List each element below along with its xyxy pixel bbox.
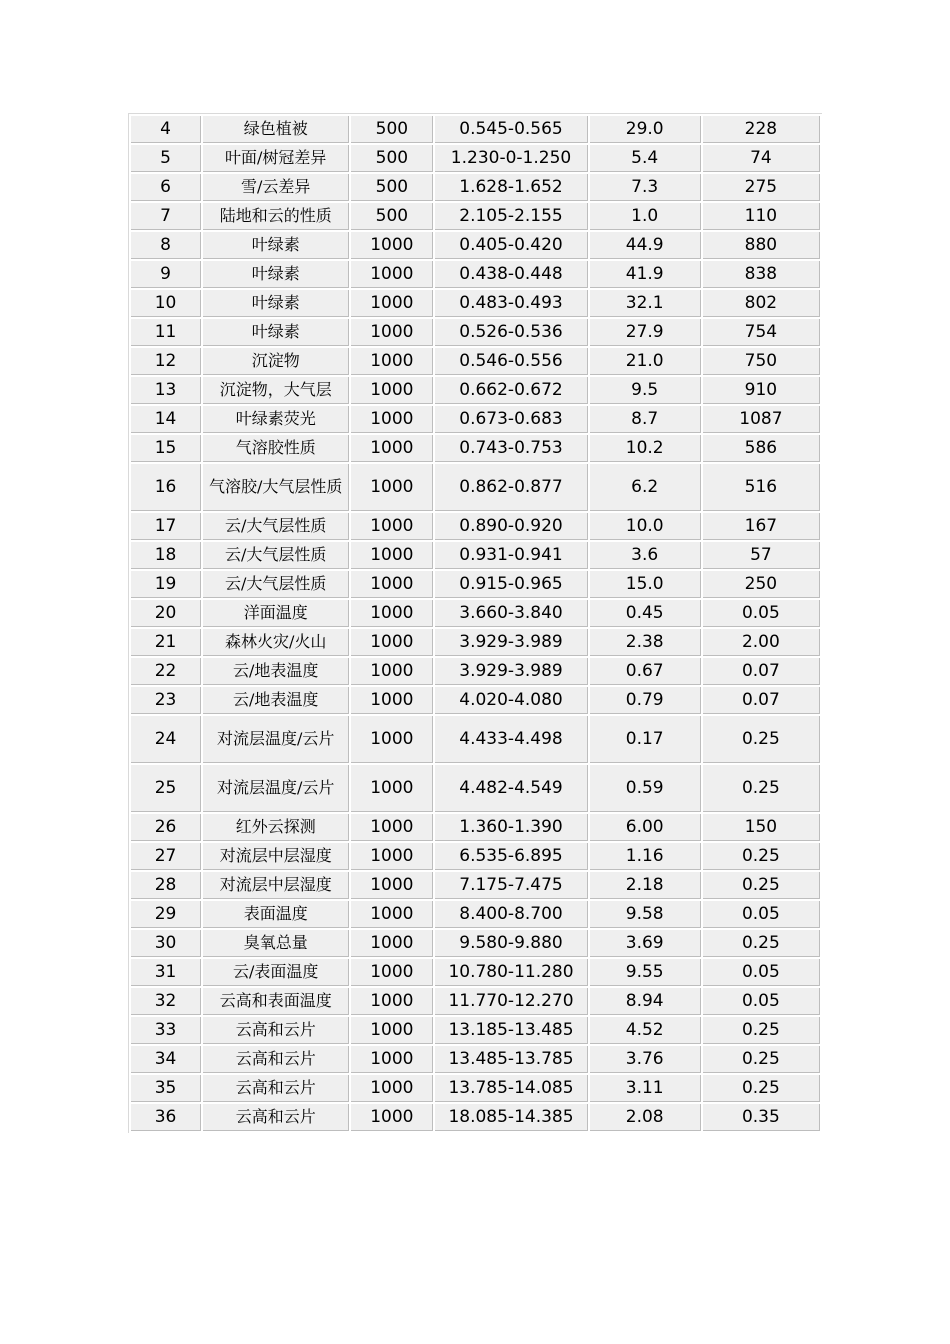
primary-use-cell: 洋面温度 [203,600,349,627]
table-row [131,1075,820,1102]
snr-cell: 167 [703,513,820,540]
spectral-radiance-cell: 3.6 [590,542,701,569]
bandwidth-cell: 7.175-7.475 [435,872,587,899]
band-number-cell: 11 [131,319,201,346]
resolution-cell: 1000 [351,716,433,763]
table-row [131,930,820,957]
band-number-cell: 31 [131,959,201,986]
primary-use-cell: 云/表面温度 [203,959,349,986]
primary-use-cell: 云高和云片 [203,1017,349,1044]
snr-cell: 838 [703,261,820,288]
table-row [131,716,820,763]
resolution-cell: 1000 [351,232,433,259]
table-row [131,629,820,656]
bandwidth-cell: 0.405-0.420 [435,232,587,259]
bandwidth-cell: 1.628-1.652 [435,174,587,201]
primary-use-cell: 表面温度 [203,901,349,928]
primary-use-cell: 森林火灾/火山 [203,629,349,656]
band-number-cell: 21 [131,629,201,656]
primary-use-cell: 云/大气层性质 [203,513,349,540]
primary-use-cell: 云高和表面温度 [203,988,349,1015]
snr-cell: 750 [703,348,820,375]
primary-use-cell: 云/地表温度 [203,658,349,685]
bandwidth-cell: 0.438-0.448 [435,261,587,288]
bandwidth-cell: 3.660-3.840 [435,600,587,627]
resolution-cell: 1000 [351,901,433,928]
resolution-cell: 1000 [351,464,433,511]
table-row [131,687,820,714]
resolution-cell: 1000 [351,1017,433,1044]
band-number-cell: 30 [131,930,201,957]
bandwidth-cell: 2.105-2.155 [435,203,587,230]
bandwidth-cell: 0.673-0.683 [435,406,587,433]
spectral-radiance-cell: 4.52 [590,1017,701,1044]
primary-use-cell: 云/大气层性质 [203,571,349,598]
band-number-cell: 32 [131,988,201,1015]
spectral-radiance-cell: 2.18 [590,872,701,899]
snr-cell: 0.25 [703,930,820,957]
bandwidth-cell: 4.482-4.549 [435,765,587,812]
primary-use-cell: 叶面/树冠差异 [203,145,349,172]
table-row [131,261,820,288]
spectral-radiance-cell: 5.4 [590,145,701,172]
table-row [131,658,820,685]
table-row [131,1046,820,1073]
band-number-cell: 9 [131,261,201,288]
snr-cell: 110 [703,203,820,230]
primary-use-cell: 云/地表温度 [203,687,349,714]
table-row [131,988,820,1015]
table-row [131,290,820,317]
band-number-cell: 27 [131,843,201,870]
band-number-cell: 14 [131,406,201,433]
resolution-cell: 1000 [351,348,433,375]
bandwidth-cell: 9.580-9.880 [435,930,587,957]
table-row [131,232,820,259]
snr-cell: 910 [703,377,820,404]
resolution-cell: 1000 [351,843,433,870]
band-number-cell: 26 [131,814,201,841]
bandwidth-cell: 6.535-6.895 [435,843,587,870]
band-number-cell: 22 [131,658,201,685]
spectral-radiance-cell: 0.45 [590,600,701,627]
spectral-radiance-cell: 41.9 [590,261,701,288]
bandwidth-cell: 1.360-1.390 [435,814,587,841]
band-number-cell: 34 [131,1046,201,1073]
primary-use-cell: 陆地和云的性质 [203,203,349,230]
table-row [131,406,820,433]
spectral-radiance-cell: 29.0 [590,116,701,143]
snr-cell: 57 [703,542,820,569]
spectral-radiance-cell: 10.2 [590,435,701,462]
resolution-cell: 1000 [351,814,433,841]
primary-use-cell: 对流层中层湿度 [203,843,349,870]
modis-band-table [128,113,822,1133]
primary-use-cell: 对流层温度/云片 [203,716,349,763]
resolution-cell: 1000 [351,513,433,540]
band-number-cell: 20 [131,600,201,627]
spectral-radiance-cell: 1.16 [590,843,701,870]
snr-cell: 0.25 [703,716,820,763]
table-row [131,513,820,540]
snr-cell: 0.25 [703,843,820,870]
table-row [131,377,820,404]
spectral-radiance-cell: 32.1 [590,290,701,317]
resolution-cell: 1000 [351,600,433,627]
table-row [131,203,820,230]
snr-cell: 74 [703,145,820,172]
table-row [131,571,820,598]
primary-use-cell: 雪/云差异 [203,174,349,201]
snr-cell: 0.25 [703,872,820,899]
resolution-cell: 1000 [351,930,433,957]
band-number-cell: 28 [131,872,201,899]
resolution-cell: 1000 [351,542,433,569]
snr-cell: 0.05 [703,959,820,986]
resolution-cell: 1000 [351,571,433,598]
snr-cell: 228 [703,116,820,143]
snr-cell: 586 [703,435,820,462]
resolution-cell: 1000 [351,435,433,462]
spectral-radiance-cell: 3.69 [590,930,701,957]
primary-use-cell: 对流层温度/云片 [203,765,349,812]
band-number-cell: 35 [131,1075,201,1102]
spectral-radiance-cell: 9.5 [590,377,701,404]
bandwidth-cell: 0.931-0.941 [435,542,587,569]
spectral-radiance-cell: 8.7 [590,406,701,433]
table-row [131,319,820,346]
spectral-radiance-cell: 0.79 [590,687,701,714]
spectral-radiance-cell: 8.94 [590,988,701,1015]
table-row [131,1017,820,1044]
band-number-cell: 23 [131,687,201,714]
snr-cell: 2.00 [703,629,820,656]
snr-cell: 0.35 [703,1104,820,1131]
resolution-cell: 1000 [351,687,433,714]
table-row [131,145,820,172]
spectral-radiance-cell: 9.55 [590,959,701,986]
resolution-cell: 1000 [351,319,433,346]
resolution-cell: 1000 [351,959,433,986]
bandwidth-cell: 3.929-3.989 [435,629,587,656]
spectral-radiance-cell: 2.08 [590,1104,701,1131]
resolution-cell: 500 [351,145,433,172]
spectral-radiance-cell: 7.3 [590,174,701,201]
resolution-cell: 1000 [351,290,433,317]
snr-cell: 0.05 [703,600,820,627]
band-number-cell: 8 [131,232,201,259]
table-row [131,1104,820,1131]
band-number-cell: 29 [131,901,201,928]
bandwidth-cell: 11.770-12.270 [435,988,587,1015]
spectral-radiance-cell: 0.67 [590,658,701,685]
primary-use-cell: 云高和云片 [203,1046,349,1073]
band-number-cell: 6 [131,174,201,201]
snr-cell: 0.25 [703,1017,820,1044]
snr-cell: 0.05 [703,901,820,928]
bandwidth-cell: 4.020-4.080 [435,687,587,714]
bandwidth-cell: 13.185-13.485 [435,1017,587,1044]
primary-use-cell: 叶绿素 [203,290,349,317]
primary-use-cell: 叶绿素 [203,261,349,288]
bandwidth-cell: 8.400-8.700 [435,901,587,928]
snr-cell: 0.25 [703,1046,820,1073]
resolution-cell: 1000 [351,765,433,812]
bandwidth-cell: 0.526-0.536 [435,319,587,346]
primary-use-cell: 叶绿素荧光 [203,406,349,433]
resolution-cell: 1000 [351,1046,433,1073]
bandwidth-cell: 0.483-0.493 [435,290,587,317]
primary-use-cell: 对流层中层湿度 [203,872,349,899]
spectral-radiance-cell: 21.0 [590,348,701,375]
table-row [131,843,820,870]
spectral-radiance-cell: 2.38 [590,629,701,656]
bandwidth-cell: 18.085-14.385 [435,1104,587,1131]
band-number-cell: 17 [131,513,201,540]
snr-cell: 0.25 [703,765,820,812]
resolution-cell: 1000 [351,1104,433,1131]
band-number-cell: 12 [131,348,201,375]
primary-use-cell: 云高和云片 [203,1075,349,1102]
primary-use-cell: 绿色植被 [203,116,349,143]
snr-cell: 0.07 [703,687,820,714]
spectral-radiance-cell: 10.0 [590,513,701,540]
band-number-cell: 24 [131,716,201,763]
snr-cell: 880 [703,232,820,259]
spectral-radiance-cell: 27.9 [590,319,701,346]
band-number-cell: 33 [131,1017,201,1044]
band-number-cell: 4 [131,116,201,143]
band-number-cell: 10 [131,290,201,317]
spectral-radiance-cell: 3.76 [590,1046,701,1073]
band-number-cell: 19 [131,571,201,598]
band-number-cell: 16 [131,464,201,511]
bandwidth-cell: 0.546-0.556 [435,348,587,375]
band-number-cell: 13 [131,377,201,404]
bandwidth-cell: 4.433-4.498 [435,716,587,763]
primary-use-cell: 沉淀物 [203,348,349,375]
spectral-radiance-cell: 6.00 [590,814,701,841]
snr-cell: 802 [703,290,820,317]
resolution-cell: 500 [351,174,433,201]
table-row [131,348,820,375]
primary-use-cell: 云高和云片 [203,1104,349,1131]
bandwidth-cell: 0.890-0.920 [435,513,587,540]
resolution-cell: 1000 [351,658,433,685]
primary-use-cell: 气溶胶性质 [203,435,349,462]
band-number-cell: 5 [131,145,201,172]
table-row [131,765,820,812]
spectral-radiance-cell: 44.9 [590,232,701,259]
primary-use-cell: 气溶胶/大气层性质 [203,464,349,511]
band-number-cell: 15 [131,435,201,462]
table-row [131,464,820,511]
snr-cell: 0.25 [703,1075,820,1102]
table-row [131,901,820,928]
spectral-radiance-cell: 0.17 [590,716,701,763]
table-row [131,542,820,569]
table-row [131,435,820,462]
primary-use-cell: 沉淀物，大气层 [203,377,349,404]
snr-cell: 275 [703,174,820,201]
table-body [131,116,820,1131]
resolution-cell: 500 [351,116,433,143]
spectral-radiance-cell: 6.2 [590,464,701,511]
bandwidth-cell: 0.545-0.565 [435,116,587,143]
table-row [131,116,820,143]
primary-use-cell: 叶绿素 [203,319,349,346]
spectral-radiance-cell: 0.59 [590,765,701,812]
table-row [131,959,820,986]
resolution-cell: 1000 [351,872,433,899]
spectral-radiance-cell: 3.11 [590,1075,701,1102]
primary-use-cell: 臭氧总量 [203,930,349,957]
snr-cell: 0.07 [703,658,820,685]
band-number-cell: 7 [131,203,201,230]
snr-cell: 0.05 [703,988,820,1015]
table-row [131,600,820,627]
spectral-radiance-cell: 9.58 [590,901,701,928]
bandwidth-cell: 1.230-0-1.250 [435,145,587,172]
snr-cell: 250 [703,571,820,598]
bandwidth-cell: 0.743-0.753 [435,435,587,462]
primary-use-cell: 叶绿素 [203,232,349,259]
spectral-radiance-cell: 1.0 [590,203,701,230]
spectral-radiance-cell: 15.0 [590,571,701,598]
bandwidth-cell: 3.929-3.989 [435,658,587,685]
snr-cell: 516 [703,464,820,511]
bandwidth-cell: 0.662-0.672 [435,377,587,404]
snr-cell: 1087 [703,406,820,433]
table-row [131,174,820,201]
table-row [131,872,820,899]
bandwidth-cell: 13.785-14.085 [435,1075,587,1102]
primary-use-cell: 红外云探测 [203,814,349,841]
band-number-cell: 18 [131,542,201,569]
bandwidth-cell: 0.862-0.877 [435,464,587,511]
bandwidth-cell: 0.915-0.965 [435,571,587,598]
resolution-cell: 500 [351,203,433,230]
bandwidth-cell: 10.780-11.280 [435,959,587,986]
resolution-cell: 1000 [351,406,433,433]
band-number-cell: 36 [131,1104,201,1131]
bandwidth-cell: 13.485-13.785 [435,1046,587,1073]
snr-cell: 150 [703,814,820,841]
resolution-cell: 1000 [351,261,433,288]
primary-use-cell: 云/大气层性质 [203,542,349,569]
resolution-cell: 1000 [351,988,433,1015]
resolution-cell: 1000 [351,377,433,404]
resolution-cell: 1000 [351,1075,433,1102]
table-row [131,814,820,841]
resolution-cell: 1000 [351,629,433,656]
snr-cell: 754 [703,319,820,346]
band-number-cell: 25 [131,765,201,812]
